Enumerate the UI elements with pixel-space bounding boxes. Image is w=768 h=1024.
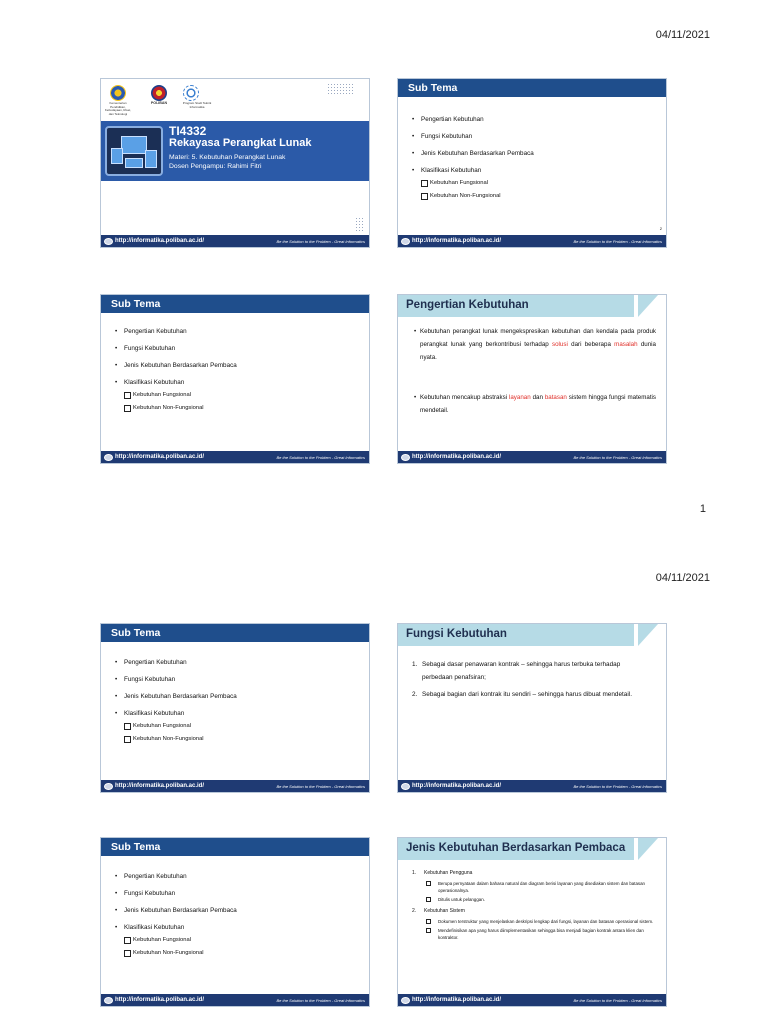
- list-item: 1. Kebutuhan Pengguna: [412, 870, 473, 876]
- footer-tagline: Be the Solution to the Problem - Great Informatics: [573, 238, 662, 244]
- slide-footer: [398, 235, 666, 247]
- footer-url[interactable]: http://informatika.poliban.ac.id/: [115, 997, 205, 1003]
- slide-heading: Pengertian Kebutuhan: [398, 295, 666, 317]
- slide-sub-tema: [397, 78, 667, 248]
- page-number: 1: [699, 503, 706, 515]
- list-item: • Pengertian Kebutuhan: [115, 327, 359, 336]
- slide-sub-tema: [100, 837, 370, 1007]
- slide-title: [100, 78, 370, 248]
- list-item: • Pengertian Kebutuhan: [412, 115, 656, 124]
- slide-footer: [101, 994, 369, 1006]
- slide-heading: Sub Tema: [101, 624, 369, 642]
- checkbox-item: Kebutuhan Non-Fungsional: [124, 404, 359, 412]
- slide-heading: Fungsi Kebutuhan: [398, 624, 666, 646]
- slide-sub-tema: [100, 623, 370, 793]
- footer-tagline: Be the Solution to the Problem - Great Informatics: [276, 783, 365, 789]
- course-title: Rekayasa Perangkat Lunak: [169, 137, 312, 149]
- checkbox-item: Ditulis untuk pelanggan.: [412, 896, 656, 903]
- logo1-caption: Kementerian Pendidikan, Kebudayaan, Riset, dan Teknologi: [104, 101, 132, 116]
- slide-heading: Sub Tema: [398, 79, 666, 97]
- list-item: • Fungsi Kebutuhan: [115, 675, 359, 684]
- slide-footer: [398, 780, 666, 792]
- list-item: • Pengertian Kebutuhan: [115, 658, 359, 667]
- globe-icon: [401, 238, 410, 245]
- globe-icon: [401, 783, 410, 790]
- slide-sub-tema: [100, 294, 370, 464]
- globe-icon: [104, 454, 113, 461]
- checkbox-item: Kebutuhan Fungsional: [124, 722, 359, 730]
- checkbox-item: Kebutuhan Non-Fungsional: [421, 192, 656, 200]
- list-item: 2. Sebagai bagian dari kontrak itu sendiri – sehingga harus dibuat mendetail.: [412, 691, 632, 698]
- slide-pengertian: [397, 294, 667, 464]
- footer-tagline: Be the Solution to the Problem - Great Informatics: [573, 454, 662, 460]
- slide-heading: Jenis Kebutuhan Berdasarkan Pembaca: [398, 838, 666, 860]
- slide-number: 2: [659, 226, 662, 231]
- slide-footer: [101, 451, 369, 463]
- slide-heading: Sub Tema: [101, 838, 369, 856]
- pengertian-paragraph-1: • Kebutuhan perangkat lunak mengekspresikan kebutuhan dan kendala pada produk perangkat lunak yang berkontribusi terhadap solusi dari beberapa masalah dunia nyata.: [414, 328, 656, 361]
- kemendikbud-logo-icon: [110, 85, 126, 101]
- footer-tagline: Be the Solution to the Problem - Great Informatics: [573, 997, 662, 1003]
- list-item: 1. Sebagai dasar penawaran kontrak – sehingga harus terbuka terhadap perbedaan penafsiran;: [412, 661, 621, 681]
- checkbox-item: Kebutuhan Fungsional: [124, 936, 359, 944]
- informatika-logo-icon: [183, 85, 199, 101]
- logo3-caption: Program Studi Teknik Informatika: [182, 101, 212, 109]
- list-item: 2. Kebutuhan Sistem: [412, 908, 465, 914]
- slide-footer: [398, 994, 666, 1006]
- checkbox-item: Kebutuhan Fungsional: [421, 179, 656, 187]
- course-code: TI4332: [169, 124, 207, 138]
- footer-url[interactable]: http://informatika.poliban.ac.id/: [115, 238, 205, 244]
- footer-url[interactable]: http://informatika.poliban.ac.id/: [115, 783, 205, 789]
- fungsi-list: [412, 658, 652, 705]
- list-item: • Klasifikasi Kebutuhan Kebutuhan Fungsional Kebutuhan Non-Fungsional: [115, 378, 359, 412]
- slide-fungsi: [397, 623, 667, 793]
- footer-tagline: Be the Solution to the Problem - Great Informatics: [276, 997, 365, 1003]
- course-dosen: Dosen Pengampu: Rahimi Fitri: [169, 163, 262, 170]
- globe-icon: [401, 454, 410, 461]
- checkbox-item: Mendefinisikan apa yang harus diimplementasikan sehingga bisa menjadi bagian kontrak antara klien dan kontraktor.: [412, 927, 656, 941]
- decorative-dots: [355, 217, 365, 231]
- course-materi: Materi: 5. Kebutuhan Perangkat Lunak: [169, 154, 286, 161]
- decorative-dots: [327, 83, 355, 95]
- list-item: • Fungsi Kebutuhan: [412, 132, 656, 141]
- footer-tagline: Be the Solution to the Problem - Great Informatics: [573, 783, 662, 789]
- list-item: • Pengertian Kebutuhan: [115, 872, 359, 881]
- page-date: 04/11/2021: [655, 572, 710, 584]
- page-date: 04/11/2021: [655, 29, 710, 41]
- slide-footer: [101, 235, 369, 247]
- slide-heading: Sub Tema: [101, 295, 369, 313]
- slide-footer: [101, 780, 369, 792]
- sub-tema-list: [412, 115, 656, 208]
- checkbox-item: Kebutuhan Non-Fungsional: [124, 949, 359, 957]
- checkbox-item: Dokumen terstruktur yang menjelaskan deskripsi lengkap dari fungsi, layanan dan batasan operasional sistem.: [412, 918, 656, 925]
- footer-url[interactable]: http://informatika.poliban.ac.id/: [412, 238, 502, 244]
- jenis-list: [412, 870, 656, 941]
- list-item: • Jenis Kebutuhan Berdasarkan Pembaca: [115, 361, 359, 370]
- footer-tagline: Be the Solution to the Problem - Great Informatics: [276, 454, 365, 460]
- globe-icon: [104, 238, 113, 245]
- footer-url[interactable]: http://informatika.poliban.ac.id/: [412, 783, 502, 789]
- globe-icon: [104, 997, 113, 1004]
- footer-tagline: Be the Solution to the Problem - Great Informatics: [276, 238, 365, 244]
- pengertian-paragraph-2: • Kebutuhan mencakup abstraksi layanan dan batasan sistem hingga fungsi matematis mendetail.: [414, 394, 657, 414]
- poliban-logo-icon: [151, 85, 167, 101]
- checkbox-item: Kebutuhan Fungsional: [124, 391, 359, 399]
- checkbox-item: Kebutuhan Non-Fungsional: [124, 735, 359, 743]
- footer-url[interactable]: http://informatika.poliban.ac.id/: [115, 454, 205, 460]
- checkbox-item: Berupa pernyataan dalam bahasa natural dan diagram berisi layanan yang disediakan sistem dan batasan operasionalnya.: [412, 880, 656, 894]
- slide-jenis: [397, 837, 667, 1007]
- devices-illustration-icon: [105, 126, 163, 176]
- list-item: • Klasifikasi Kebutuhan Kebutuhan Fungsional Kebutuhan Non-Fungsional: [115, 709, 359, 743]
- list-item: • Jenis Kebutuhan Berdasarkan Pembaca: [412, 149, 656, 158]
- list-item: • Fungsi Kebutuhan: [115, 889, 359, 898]
- globe-icon: [401, 997, 410, 1004]
- globe-icon: [104, 783, 113, 790]
- list-item: • Klasifikasi Kebutuhan Kebutuhan Fungsional Kebutuhan Non-Fungsional: [412, 166, 656, 200]
- list-item: • Jenis Kebutuhan Berdasarkan Pembaca: [115, 692, 359, 701]
- footer-url[interactable]: http://informatika.poliban.ac.id/: [412, 997, 502, 1003]
- list-item: • Klasifikasi Kebutuhan Kebutuhan Fungsional Kebutuhan Non-Fungsional: [115, 923, 359, 957]
- logo2-caption: POLIBAN: [150, 101, 168, 105]
- footer-url[interactable]: http://informatika.poliban.ac.id/: [412, 454, 502, 460]
- list-item: • Fungsi Kebutuhan: [115, 344, 359, 353]
- list-item: • Jenis Kebutuhan Berdasarkan Pembaca: [115, 906, 359, 915]
- slide-footer: [398, 451, 666, 463]
